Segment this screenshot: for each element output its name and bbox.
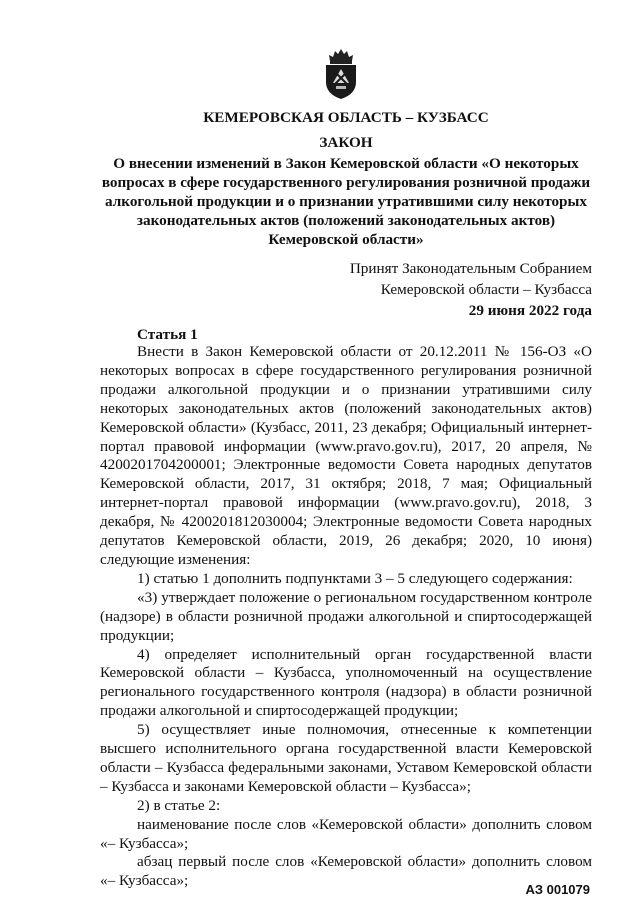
paragraph: Внести в Закон Кемеровской области от 20.12.2011 № 156-ОЗ «О некоторых вопросах в сфере государственного регулирования розничной продажи алкогольной продукции и о признании утратившими силу некоторых законодательных актов (положений законодательных актов) Кемеровской области» (Кузбасс, 2011, 23 декабря; Официальный интернет-портал правовой информации (www.pravo.gov.ru), 2017, 20 апреля, № 4200201704200001; Электронные ведомости Совета народных депутатов Кемеровской области, 2017, 31 октября; 2018, 7 мая; Официальный интернет-портал правовой информации (www.pravo.gov.ru), 2018, 3 декабря, № 4200201812030004; Электронные ведомости Совета народных депутатов Кемеровской области, 2019, 26 декабря; 2020, 10 июня) следующие изменения: — [100, 343, 592, 568]
accepted-date: 29 июня 2022 года — [468, 302, 592, 319]
article-heading: Статья 1 — [137, 326, 198, 343]
paragraph: 2) в статье 2: — [137, 796, 221, 814]
paragraph: «3) утверждает положение о региональном государственном контроле (надзоре) в области розничной продажи алкогольной и спиртосодержащей продукции; — [100, 588, 592, 644]
law-title: О внесении изменений в Закон Кемеровской области «О некоторых вопросах в сфере государственного регулирования розничной продажи алкогольной продукции и о признании утратившими силу некоторых законодательных актов (положений законодательных актов) Кемеровской области» — [101, 155, 591, 248]
accepted-line-2: Кемеровской области – Кузбасса — [380, 281, 592, 298]
paragraph: 4) определяет исполнительный орган государственной власти Кемеровской области – Кузбасса, уполномоченный на осуществление регионального государственного контроля (надзора) в области розничной продажи алкогольной и спиртосодержащей продукции; — [100, 645, 592, 720]
acceptance-block — [350, 258, 592, 321]
paragraph: 1) статью 1 дополнить подпунктами 3 – 5 следующего содержания: — [137, 569, 573, 587]
serial-number: АЗ 001079 — [525, 882, 590, 897]
coat-of-arms-icon — [323, 48, 359, 100]
accepted-line-1: Принят Законодательным Собранием — [349, 260, 592, 277]
paragraph: 5) осуществляет иные полномочия, отнесенные к компетенции высшего исполнительного органа государственной власти Кемеровской области – Кузбасса федеральными законами, Уставом Кемеровской области – Кузбасса и законами Кемеровской области – Кузбасса»; — [100, 721, 592, 795]
paragraph: абзац первый после слов «Кемеровской области» дополнить словом «– Кузбасса»; — [100, 853, 592, 890]
article-body — [100, 343, 592, 891]
region-heading: КЕМЕРОВСКАЯ ОБЛАСТЬ – КУЗБАСС — [203, 109, 489, 126]
paragraph: наименование после слов «Кемеровской области» дополнить словом «– Кузбасса»; — [100, 815, 592, 852]
document-type: ЗАКОН — [319, 134, 373, 151]
